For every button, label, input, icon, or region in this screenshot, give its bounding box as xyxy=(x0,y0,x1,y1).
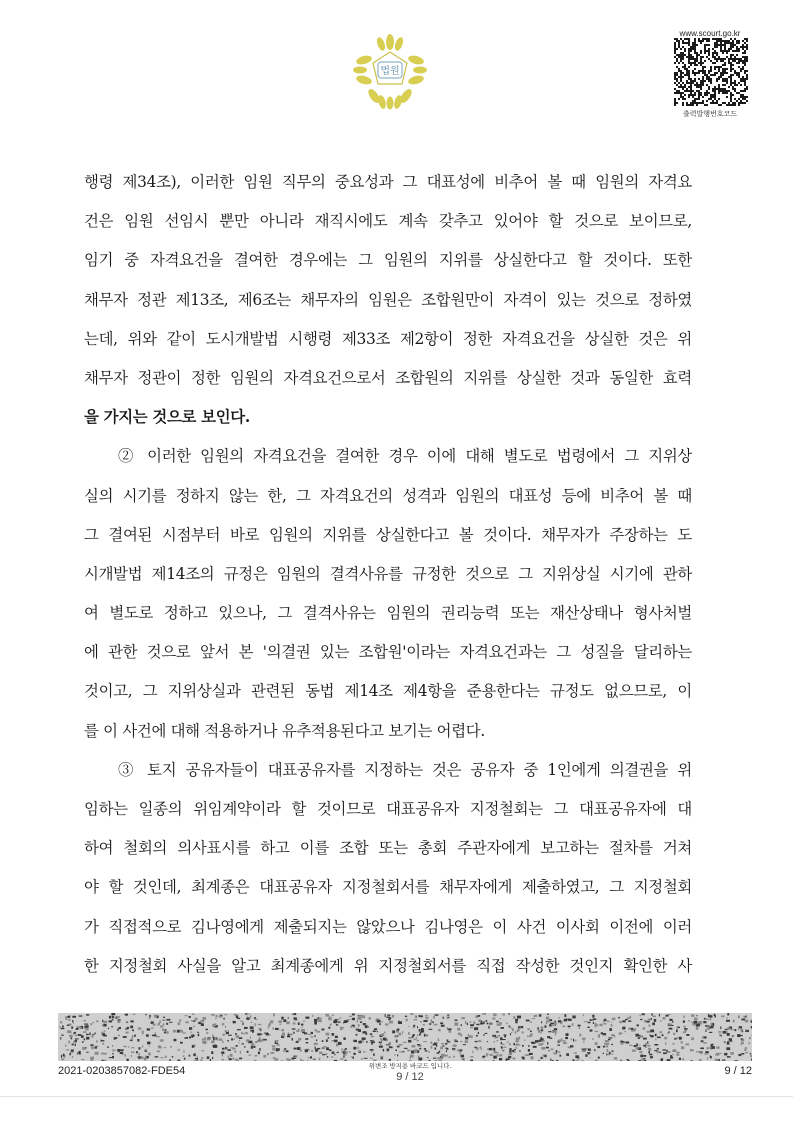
body-line: 하여 철회의 의사표시를 하고 이를 조합 또는 총회 주관자에게 보고하는 절차를 거쳐 xyxy=(84,839,692,858)
page-number: 9 / 12 xyxy=(724,1065,752,1077)
body-line: 한 지정철회 사실을 알고 최계종에게 위 지정철회서를 직접 작성한 것인지 확인한 사 xyxy=(84,956,692,975)
site-url: www.scourt.go.kr xyxy=(679,29,741,38)
center-page-number: 9 / 12 xyxy=(396,1071,424,1083)
paragraph-3-start: ③ 토지 공유자들이 대표공유자를 지정하는 것은 공유자 중 1인에게 의결권을 위 xyxy=(118,760,692,779)
body-line: 것이고, 그 지위상실과 관련된 동법 제14조 제4항을 준용한다는 규정도 없으므로, 이 xyxy=(84,682,692,701)
court-emblem-icon xyxy=(350,32,430,110)
body-line: 시개발법 제14조의 규정은 임원의 결격사유를 규정한 것으로 그 지위상실 시기에 관하 xyxy=(84,564,692,583)
qr-code-icon xyxy=(674,38,748,106)
body-line: 임하는 일종의 위임계약이라 할 것이므로 대표공유자 지정철회는 그 대표공유자에 대 xyxy=(84,800,692,818)
body-line: 건은 임원 선임시 뿐만 아니라 재직시에도 계속 갖추고 있어야 할 것으로 보이므로, xyxy=(84,212,692,231)
body-line: 채무자 정관이 정한 임원의 자격요건으로서 조합원의 지위를 상실한 것과 동일한 효력 xyxy=(84,368,692,387)
body-line: 에 관한 것으로 앞서 본 '의결권 있는 조합원'이라는 자격요건과는 그 성질을 달리하는 xyxy=(84,643,692,662)
qr-caption: 출력발행번호코드 xyxy=(682,111,738,118)
body-line: 를 이 사건에 대해 적용하거나 유추적용된다고 보기는 어렵다. xyxy=(84,721,485,740)
bottom-divider xyxy=(0,1096,793,1097)
body-line: 가 직접적으로 김나영에게 제출되지는 않았으나 김나영은 이 사건 이사회 이전에 이러 xyxy=(84,917,692,936)
body-line: 그 결여된 시점부터 바로 임원의 지위를 상실한다고 볼 것이다. 채무자가 주장하는 도 xyxy=(84,525,692,544)
body-line: 여 별도로 정하고 있으나, 그 결격사유는 임원의 권리능력 또는 재산상태나 형사처벌 xyxy=(84,604,692,623)
body-line: 채무자 정관 제13조, 제6조는 채무자의 임원은 조합원만이 자격이 있는 것으로 정하였 xyxy=(84,290,692,309)
body-line: 실의 시기를 정하지 않는 한, 그 자격요건의 성격과 임원의 대표성 등에 비추어 볼 때 xyxy=(84,486,692,505)
document-id: 2021-0203857082-FDE54 xyxy=(58,1065,186,1077)
body-line: 임기 중 자격요건을 결여한 경우에는 그 임원의 지위를 상실한다고 할 것이다. 또한 xyxy=(84,251,692,270)
anti-forgery-barcode xyxy=(58,1013,752,1061)
paragraph-2-start: ② 이러한 임원의 자격요건을 결여한 경우 이에 대해 별도로 법령에서 그 지위상 xyxy=(118,447,692,466)
body-line: 을 가지는 것으로 보인다. xyxy=(84,408,250,427)
body-line: 행령 제34조), 이러한 임원 직무의 중요성과 그 대표성에 비추어 볼 때 임원의 자격요 xyxy=(84,173,692,191)
body-line: 는데, 위와 같이 도시개발법 시행령 제33조 제2항이 정한 자격요건을 상실한 것은 위 xyxy=(84,329,692,348)
barcode-notice: 위변조 방지용 바코드 입니다. xyxy=(368,1063,452,1070)
footer-center xyxy=(330,1063,490,1083)
emblem-label: 법원 xyxy=(380,66,400,77)
document-body xyxy=(84,163,692,986)
body-line: 야 할 것인데, 최계종은 대표공유자 지정철회서를 채무자에게 제출하였고, 그 지정철회 xyxy=(84,878,692,897)
